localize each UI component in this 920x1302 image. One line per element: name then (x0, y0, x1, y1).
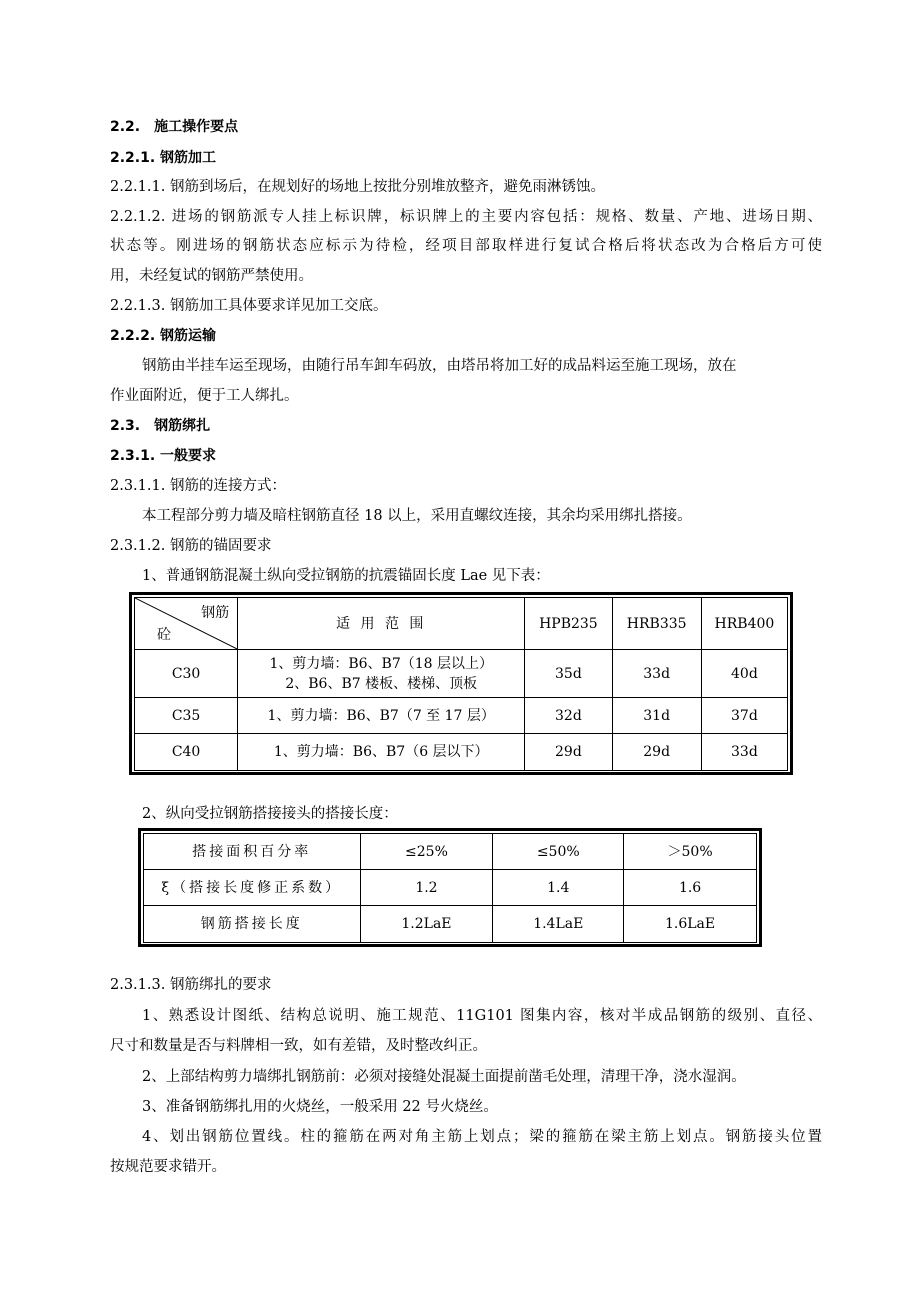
scope-cell (238, 650, 525, 698)
value-cell: 32d (525, 698, 612, 734)
scope-line: 2、B6、B7 楼板、楼梯、顶板 (285, 675, 478, 692)
header-le50: ≤50% (493, 834, 624, 870)
row-label: 钢筋搭接长度 (144, 906, 361, 943)
value-cell: 31d (612, 698, 701, 734)
row-label: ξ（搭接长度修正系数） (144, 870, 361, 906)
paragraph-2-2-2-line1: 钢筋由半挂车运至现场，由随行吊车卸车码放，由塔吊将加工好的成品料运至施工现场，放在 (142, 358, 737, 374)
paragraph-2-3-1-2-item2: 2、纵向受拉钢筋搭接接头的搭接长度： (142, 806, 398, 822)
lap-table-header-row (144, 834, 757, 870)
paragraph-2-2-1-2-line1: 2.2.1.2. 进场的钢筋派专人挂上标识牌，标识牌上的主要内容包括：规格、数量、产地、进场日期、 (110, 209, 822, 225)
header-hrb400: HRB400 (701, 598, 787, 650)
anchorage-table-header-row (135, 598, 788, 650)
paragraph-2-3-1-3-item1-line1: 1、熟悉设计图纸、结构总说明、施工规范、11G101 图集内容，核对半成品钢筋的级别、直径、 (142, 1008, 822, 1024)
corner-label-rebar: 钢筋 (201, 605, 230, 621)
table-row (144, 870, 757, 906)
value-cell: 1.2LaE (360, 906, 493, 943)
value-cell: 40d (701, 650, 787, 698)
paragraph-2-3-1-3-item4-line2: 按规范要求错开。 (110, 1159, 226, 1175)
paragraph-2-3-1-3-item1-line2: 尺寸和数量是否与料牌相一致，如有差错，及时整改纠正。 (110, 1038, 487, 1054)
paragraph-2-3-1-3-item4-line1: 4、划出钢筋位置线。柱的箍筋在两对角主筋上划点；梁的箍筋在梁主筋上划点。钢筋接头位置 (142, 1129, 822, 1145)
lap-length-table-frame (138, 828, 762, 947)
paragraph-2-3-1-3: 2.3.1.3. 钢筋绑扎的要求 (110, 977, 272, 993)
table-row (144, 906, 757, 943)
paragraph-2-2-1-3: 2.2.1.3. 钢筋加工具体要求详见加工交底。 (110, 298, 388, 314)
heading-2-2-2: 2.2.2. 钢筋运输 (110, 328, 217, 344)
value-cell: 35d (525, 650, 612, 698)
paragraph-2-2-2-line2: 作业面附近，便于工人绑扎。 (110, 388, 299, 404)
corner-label-concrete: 砼 (157, 627, 171, 643)
grade-cell: C30 (135, 650, 238, 698)
grade-cell: C40 (135, 734, 238, 771)
paragraph-2-2-1-2-line2: 状态等。刚进场的钢筋状态应标示为待检，经项目部取样进行复试合格后将状态改为合格后方可使 (110, 238, 822, 254)
paragraph-2-3-1-2: 2.3.1.2. 钢筋的锚固要求 (110, 538, 272, 554)
header-hpb235: HPB235 (525, 598, 612, 650)
heading-2-2: 2.2. 施工操作要点 (110, 119, 239, 135)
scope-cell: 1、剪力墙：B6、B7（7 至 17 层） (238, 698, 525, 734)
anchorage-table (134, 597, 788, 771)
paragraph-2-2-1-2-line3: 用，未经复试的钢筋严禁使用。 (110, 268, 313, 284)
value-cell: 1.6LaE (624, 906, 757, 943)
value-cell: 33d (701, 734, 787, 771)
paragraph-2-3-1-3-item3: 3、准备钢筋绑扎用的火烧丝，一般采用 22 号火烧丝。 (142, 1099, 498, 1115)
header-le25: ≤25% (360, 834, 493, 870)
paragraph-2-2-1-1: 2.2.1.1. 钢筋到场后，在规划好的场地上按批分别堆放整齐，避免雨淋锈蚀。 (110, 179, 605, 195)
header-scope: 适 用 范 围 (238, 598, 525, 650)
heading-2-3: 2.3. 钢筋绑扎 (110, 418, 211, 434)
heading-2-3-1: 2.3.1. 一般要求 (110, 448, 217, 464)
paragraph-2-3-1-3-item2: 2、上部结构剪力墙绑扎钢筋前：必须对接缝处混凝土面提前凿毛处理，清理干净，浇水湿润。 (142, 1069, 746, 1085)
table-row (135, 650, 788, 698)
value-cell: 1.4LaE (493, 906, 624, 943)
lap-length-table (143, 833, 757, 943)
header-hrb335: HRB335 (612, 598, 701, 650)
grade-cell: C35 (135, 698, 238, 734)
anchorage-table-frame (129, 592, 793, 775)
scope-cell: 1、剪力墙：B6、B7（6 层以下） (238, 734, 525, 771)
value-cell: 29d (612, 734, 701, 771)
value-cell: 1.4 (493, 870, 624, 906)
table-row (135, 734, 788, 771)
header-gt50: ＞50% (624, 834, 757, 870)
value-cell: 1.6 (624, 870, 757, 906)
paragraph-2-3-1-1: 2.3.1.1. 钢筋的连接方式： (110, 478, 286, 494)
value-cell: 1.2 (360, 870, 493, 906)
scope-line: 1、剪力墙：B6、B7（18 层以上） (269, 655, 493, 672)
header-lap-area: 搭接面积百分率 (144, 834, 361, 870)
table-row (135, 698, 788, 734)
heading-2-2-1: 2.2.1. 钢筋加工 (110, 150, 217, 166)
value-cell: 33d (612, 650, 701, 698)
value-cell: 29d (525, 734, 612, 771)
value-cell: 37d (701, 698, 787, 734)
diagonal-header-cell (135, 598, 238, 650)
paragraph-2-3-1-2-item1: 1、普通钢筋混凝土纵向受拉钢筋的抗震锚固长度 Lae 见下表： (142, 568, 550, 584)
paragraph-2-3-1-1-body: 本工程部分剪力墙及暗柱钢筋直径 18 以上，采用直螺纹连接，其余均采用绑扎搭接。 (142, 508, 692, 524)
